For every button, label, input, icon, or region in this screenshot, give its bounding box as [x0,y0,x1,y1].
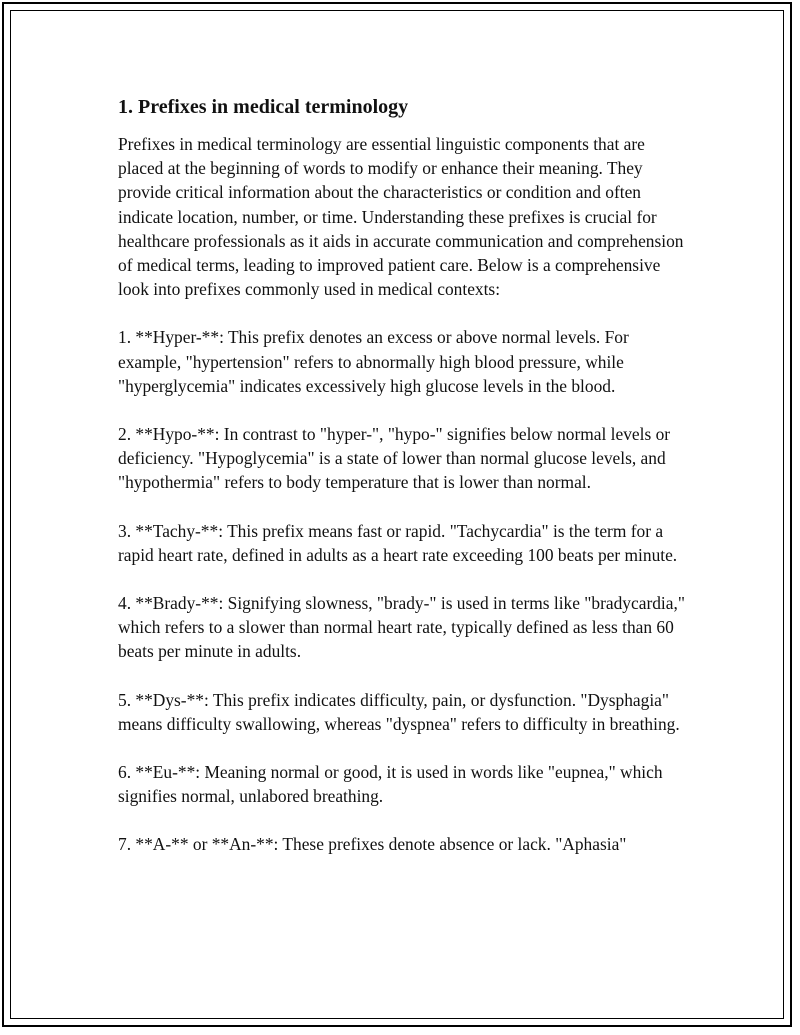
section-heading: 1. Prefixes in medical terminology [118,96,409,118]
list-item-brady: 4. **Brady-**: Signifying slowness, "brady-" is used in terms like "bradycardia," which refers to a slower than normal heart rate, typically defined as less than 60 beats per minute in adults. [118,593,685,662]
list-item-hyper: 1. **Hyper-**: This prefix denotes an excess or above normal levels. For example, "hypertension" refers to abnormally high blood pressure, while "hyperglycemia" indicates excessively high glucose levels in the blood. [118,327,629,396]
list-item-dys: 5. **Dys-**: This prefix indicates difficulty, pain, or dysfunction. "Dysphagia" means difficulty swallowing, whereas "dyspnea" refers to difficulty in breathing. [118,689,680,734]
intro-paragraph: Prefixes in medical terminology are essential linguistic components that are placed at the beginning of words to modify or enhance their meaning. They provide critical information about the characteristics or condition and often indicate location, number, or time. Understanding these prefixes is crucial for healthcare professionals as it aids in accurate communication and comprehension of medical terms, leading to improved patient care. Below is a comprehensive look into prefixes commonly used in medical contexts: [118,134,684,300]
list-item-hypo: 2. **Hypo-**: In contrast to "hyper-", "hypo-" signifies below normal levels or deficiency. "Hypoglycemia" is a state of lower than normal glucose levels, and "hypothermia" refers to body temperature that is lower than normal. [118,424,671,493]
list-item-eu: 6. **Eu-**: Meaning normal or good, it is used in words like "eupnea," which signifies normal, unlabored breathing. [118,762,663,807]
list-item-a-an: 7. **A-** or **An-**: These prefixes denote absence or lack. "Aphasia" [118,834,627,855]
list-item-tachy: 3. **Tachy-**: This prefix means fast or rapid. "Tachycardia" is the term for a rapid heart rate, defined in adults as a heart rate exceeding 100 beats per minute. [118,520,678,565]
document-body [118,94,688,881]
